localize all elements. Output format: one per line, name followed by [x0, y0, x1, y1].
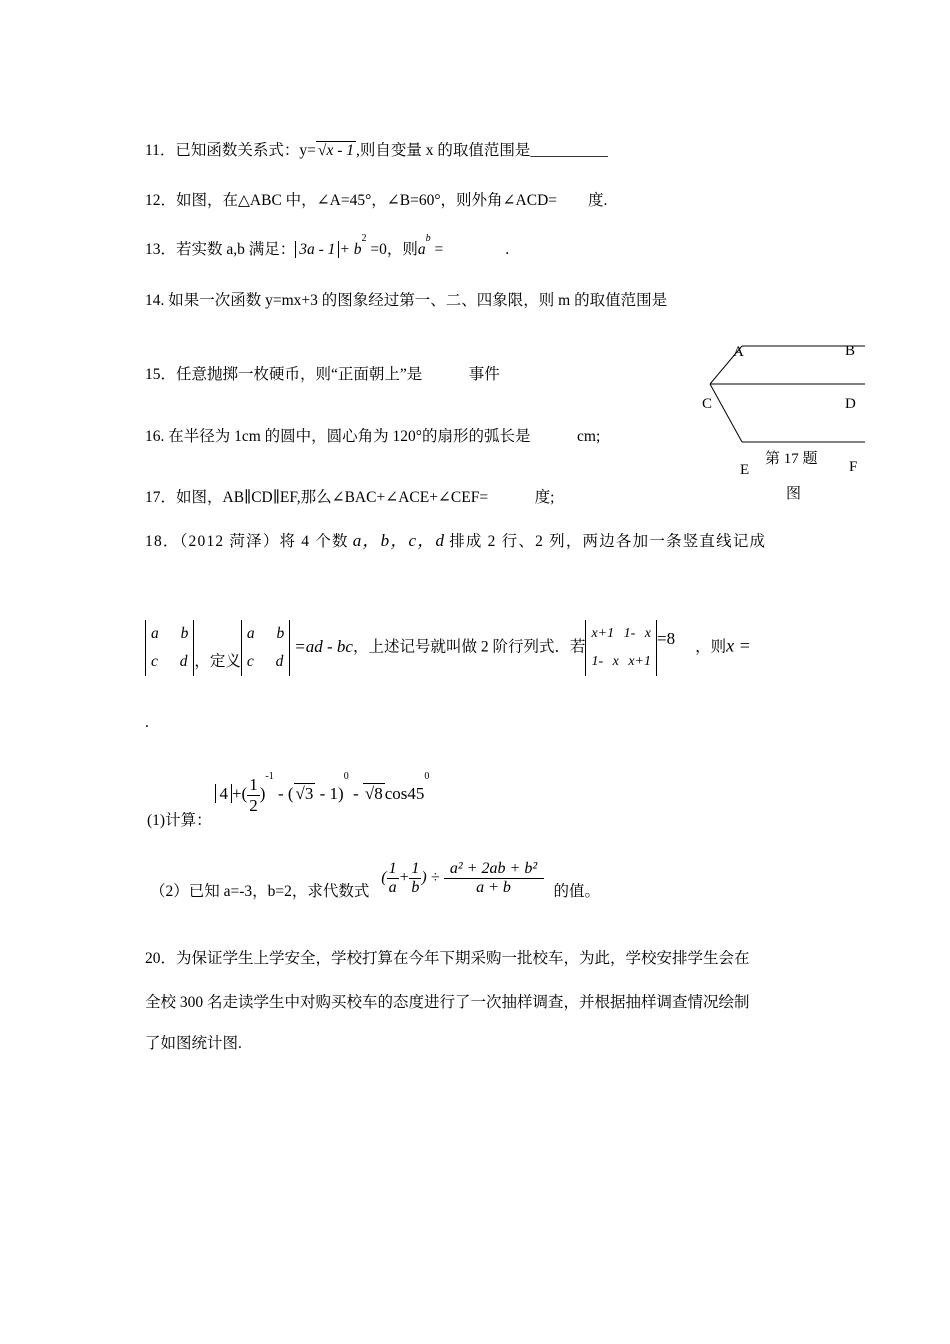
- q18-xeq: x =: [726, 635, 751, 656]
- determinant-abcd: [145, 620, 194, 676]
- question-20-line1: 20．为保证学生上学安全，学校打算在今年下期采购一批校车，为此，学校安排学生会在: [145, 950, 750, 967]
- q18-prefix: 18．（2012 菏泽）将 4 个数: [145, 533, 349, 550]
- label-a: A: [733, 344, 744, 360]
- fraction-half: $\frac{1}{2}$: [249, 775, 258, 815]
- det-row-2: c d: [151, 653, 188, 670]
- q19-expr1: 4 +( $\frac{1}{2}$ )$^{-1}$ - ( √3 - 1)$^0$ - √8 $\cos 45^0$: [215, 784, 429, 803]
- question-15: 15．任意抛掷一枚硬币，则“正面朝上”是 事件: [145, 366, 500, 383]
- q18-period: .: [145, 714, 149, 731]
- label-f: F: [849, 459, 858, 475]
- q18-then: ，则: [695, 638, 727, 656]
- segment-ce: [710, 384, 742, 442]
- label-b: B: [845, 343, 856, 359]
- question-12: 12．如图，在△ABC 中，∠A=45°，∠B=60°，则外角∠ACD= 度.: [145, 192, 608, 209]
- label-d: D: [845, 396, 856, 412]
- q11-prefix: 11．已知函数关系式：y=: [145, 142, 316, 159]
- q18-suffix: 排成 2 行、2 列，两边各加一条竖直线记成: [449, 533, 767, 550]
- question-20-line3: 了如图统计图.: [145, 1035, 242, 1052]
- q19-expr2: ( $\frac{1}{a}$ + $\frac{1}{b}$ ) ÷ $\frac{\text{a² + 2ab + b²}}{a + b}$: [373, 869, 547, 886]
- question-11: [145, 138, 608, 160]
- q11-suffix: ,则自变量 x 的取值范围是__________: [355, 142, 608, 159]
- determinant-definition: a b c d: [241, 620, 290, 676]
- question-14: 14. 如果一次函数 y=mx+3 的图象经过第一、二、四象限，则 m 的取值范围是: [145, 292, 668, 309]
- q18-middle: ，上述记号就叫做 2 阶行列式．若: [352, 638, 586, 656]
- label-e: E: [740, 462, 750, 478]
- q18-vars: a，b，c，d: [352, 531, 446, 550]
- figure-caption-line1: 第 17 题: [765, 451, 818, 467]
- determinant-x: x+1 1- x 1- x x+1: [585, 620, 657, 676]
- question-18-line1: [145, 526, 766, 551]
- q13-abs-expr: 3a - 1: [295, 241, 339, 258]
- det-row-1: a b: [151, 625, 189, 642]
- q18-det2-value: =8: [657, 628, 676, 648]
- q13-prefix: 13．若实数 a,b 满足：: [145, 241, 296, 258]
- question-17: 17．如图，AB∥CD∥EF,那么∠BAC+∠ACE+∠CEF= 度;: [145, 489, 555, 506]
- question-13: [145, 233, 510, 259]
- q13-expr2: + b: [339, 241, 362, 258]
- q18-det-value: =ad - bc: [294, 636, 353, 656]
- question-16: 16. 在半径为 1cm 的圆中，圆心角为 120°的扇形的弧长是 cm;: [145, 428, 601, 445]
- q19-part2-suffix: 的值。: [553, 883, 601, 901]
- q13-base: a: [417, 241, 426, 258]
- q13-mid: ，则: [386, 241, 418, 258]
- question-18-line2: [145, 620, 751, 676]
- question-20-line2: 全校 300 名走读学生中对购买校车的态度进行了一次抽样调查，并根据抽样调查情况绘制: [145, 994, 750, 1011]
- q13-end: = .: [430, 241, 510, 258]
- q13-exp2: 2: [361, 233, 367, 244]
- q19-part1-label: (1)计算：: [147, 812, 212, 830]
- figure-caption-line2: 图: [786, 486, 802, 502]
- question-19-part1: [147, 771, 430, 830]
- q18-define: ，定义: [194, 652, 241, 670]
- q11-radical: √x - 1: [317, 142, 354, 159]
- q13-eq: =0: [366, 241, 387, 258]
- label-c: C: [702, 396, 713, 412]
- q19-part2-label: （2）已知 a=-3，b=2，求代数式: [150, 883, 370, 901]
- q13-exp: b: [425, 233, 431, 244]
- question-19-part2: [150, 860, 601, 901]
